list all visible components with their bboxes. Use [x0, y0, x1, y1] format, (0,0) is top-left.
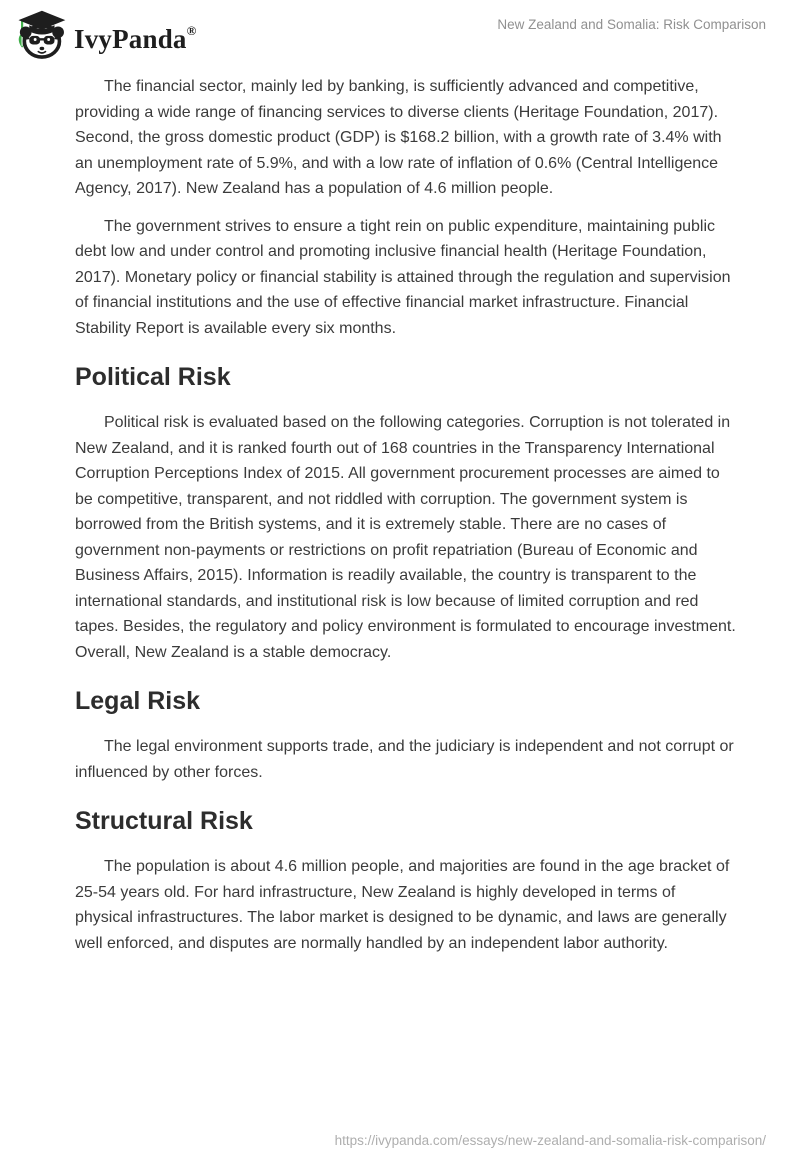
ivypanda-logo[interactable]: [14, 8, 197, 62]
section-heading-legal-risk: Legal Risk: [75, 687, 201, 715]
paragraph: The legal environment supports trade, and the judiciary is independent and not corrupt or influenced by other forces.: [75, 738, 734, 781]
paragraph: The financial sector, mainly led by banking, is sufficiently advanced and competitive, providing a wide range of financing services to diverse clients (Heritage Foundation, 2017). Second, the gross domestic product (GDP) is $168.2 billion, with a growth rate of 3.4% with an unemployment rate of 5.9%, and with a low rate of inflation of 0.6% (Central Intelligence Agency, 2017). New Zealand has a population of 4.6 million people.: [75, 78, 722, 197]
panda-graduate-icon: [14, 8, 68, 62]
paragraph: The population is about 4.6 million people, and majorities are found in the age bracket of 25-54 years old. For hard infrastructure, New Zealand is highly developed in terms of physical infrastructures. The labor market is designed to be dynamic, and laws are generally well enforced, and disputes are normally handled by an independent labor authority.: [75, 858, 730, 952]
paragraph: Political risk is evaluated based on the following categories. Corruption is not tolerated in New Zealand, and it is ranked fourth out of 168 countries in the Transparency International Corruption Perceptions Index of 2015. All government procurement processes are aimed to be competitive, transparent, and not riddled with corruption. The government system is borrowed from the British systems, and it is extremely stable. There are no cases of government non-payments or restrictions on profit repatriation (Bureau of Economic and Business Affairs, 2015). Information is readily available, the country is transparent to the international standards, and institutional risk is low because of limited corruption and red tapes. Besides, the regulatory and policy environment is formulated to encourage investment. Overall, New Zealand is a stable democracy.: [75, 414, 736, 661]
logo-wordmark: IvyPanda®: [74, 22, 197, 54]
section-heading-structural-risk: Structural Risk: [75, 807, 253, 835]
document-title: New Zealand and Somalia: Risk Comparison: [497, 17, 766, 32]
page-footer: [335, 1132, 766, 1150]
registered-trademark-symbol: ®: [186, 22, 197, 38]
section-heading-political-risk: Political Risk: [75, 363, 231, 391]
paragraph: The government strives to ensure a tight rein on public expenditure, maintaining public debt low and under control and promoting inclusive financial health (Heritage Foundation, 2017). Monetary policy or financial stability is attained through the regulation and supervision of financial institutions and the use of effective financial market infrastructure. Financial Stability Report is available every six months.: [75, 217, 731, 337]
essay-content: [0, 62, 800, 956]
source-url-link[interactable]: https://ivypanda.com/essays/new-zealand-and-somalia-risk-comparison/: [334, 1133, 766, 1148]
page-header: [0, 0, 800, 62]
